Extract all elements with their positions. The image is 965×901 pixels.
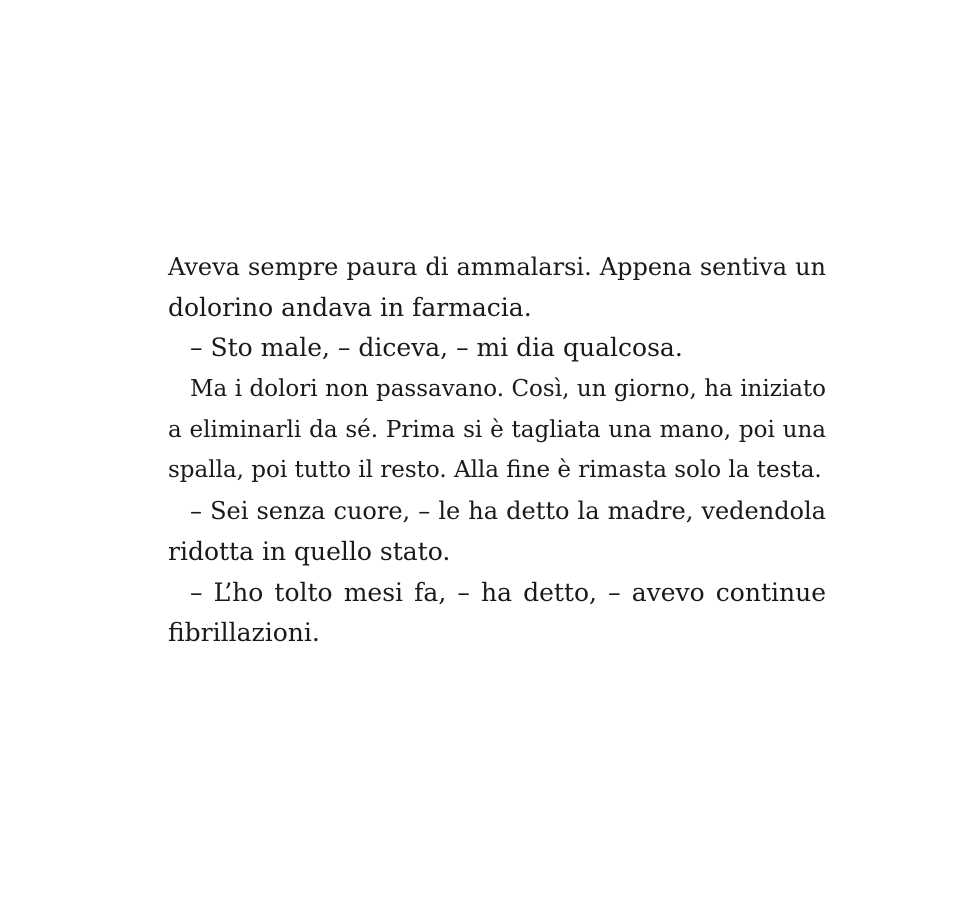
dialogue-line: – L’ho tolto mesi fa, – ha detto, – avevo continue [190,577,826,607]
dialogue-line: – Sei senza cuore, – le ha detto la madre, vedendola [190,497,826,526]
text-line: spalla, poi tutto il resto. Alla fine è rimasta solo la testa. [168,457,822,484]
text-line: ridotta in quello stato. [168,536,451,566]
text-line: Ma i dolori non passavano. Così, un giorno, ha iniziato [190,376,826,403]
text-line: Aveva sempre paura di ammalarsi. Appena sentiva un [168,253,826,281]
text-line: fibrillazioni. [168,618,320,648]
text-line: a eliminarli da sé. Prima si è tagliata una mano, poi una [168,416,826,443]
dialogue-line: – Sto male, – diceva, – mi dia qualcosa. [190,333,683,363]
story-text [168,247,826,654]
text-line: dolorino andava in farmacia. [168,292,532,322]
